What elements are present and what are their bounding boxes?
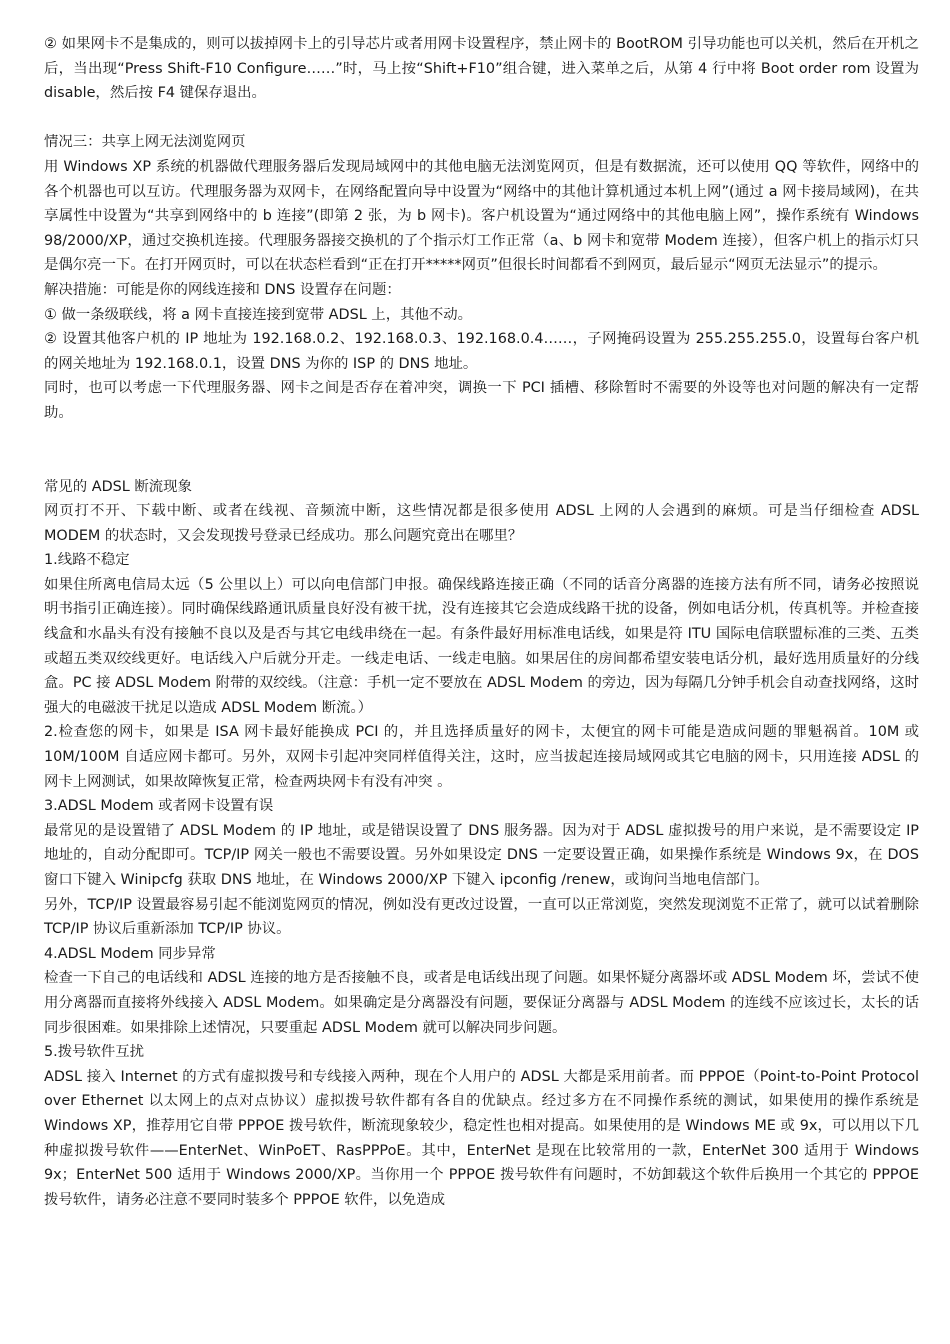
- paragraph: ADSL 接入 Internet 的方式有虚拟拨号和专线接入两种，现在个人用户的 ADSL 大都是采用前者。而 PPPOE（Point-to-Point Protocol over Ethernet 以太网上的点对点协议）虚拟拨号软件都有各自的优缺点。经过多方在不同操作系统的测试，如果使用的操作系统是 Windows XP，推荐用它自带 PPPOE 拨号软件，断流现象较少，稳定性也相对提高。如果使用的是 Windows ME 或 9x，可以用以下几种虚拟拨号软件——EnterNet、WinPoET、RasPPPoE。其中，EnterNet 是现在比较常用的一款，EnterNet 300 适用于 Windows 9x；EnterNet 500 适用于 Windows 2000/XP。当你用一个 PPPOE 拨号软件有问题时，不妨卸载这个软件后换用一个其它的 PPPOE 拨号软件，请务必注意不要同时装多个 PPPOE 软件，以免造成: [44, 1068, 919, 1208]
- paragraph: 同时，也可以考虑一下代理服务器、网卡之间是否存在着冲突，调换一下 PCI 插槽、移除暂时不需要的外设等也对问题的解决有一定帮助。: [44, 380, 919, 421]
- item-title: 5.拨号软件互扰: [44, 1044, 145, 1061]
- section-heading: 情况三：共享上网无法浏览网页: [44, 134, 246, 151]
- spacer: [44, 426, 919, 475]
- paragraph: ② 如果网卡不是集成的，则可以拔掉网卡上的引导芯片或者用网卡设置程序，禁止网卡的 BootROM 引导功能也可以关机，然后在开机之后，当出现“Press Shift-F10 Configure……”时，马上按“Shift+F10”组合键，进入菜单之后，从第 4 行中将 Boot order rom 设置为 disable，然后按 F4 键保存退出。: [44, 36, 919, 102]
- section-heading: 常见的 ADSL 断流现象: [44, 478, 192, 495]
- paragraph: 另外，TCP/IP 设置最容易引起不能浏览网页的情况，例如没有更改过设置，一直可以正常浏览，突然发现浏览不正常了，就可以试着删除 TCP/IP 协议后重新添加 TCP/IP 协议。: [44, 896, 919, 938]
- paragraph: ② 设置其他客户机的 IP 地址为 192.168.0.2、192.168.0.3、192.168.0.4……，子网掩码设置为 255.255.255.0，设置每台客户机的网关地址为 192.168.0.1，设置 DNS 为你的 ISP 的 DNS 地址。: [44, 331, 919, 372]
- spacer: [44, 106, 919, 131]
- item-title: 3.ADSL Modem 或者网卡设置有误: [44, 798, 274, 815]
- paragraph: 最常见的是设置错了 ADSL Modem 的 IP 地址，或是错误设置了 DNS 服务器。因为对于 ADSL 虚拟拨号的用户来说，是不需要设定 IP 地址的，自动分配即可。TCP/IP 网关一般也不需要设置。另外如果设定 DNS 一定要设置正确，如果操作系统是 Windows 9x，在 DOS 窗口下键入 Winipcfg 获取 DNS 地址，在 Windows 2000/XP 下键入 ipconfig /renew，或询问当地电信部门。: [44, 822, 919, 888]
- paragraph: ① 做一条级联线，将 a 网卡直接连接到宽带 ADSL 上，其他不动。: [44, 306, 473, 323]
- paragraph: 如果住所离电信局太远（5 公里以上）可以向电信部门申报。确保线路连接正确（不同的话音分离器的连接方法有所不同，请务必按照说明书指引正确连接）。同时确保线路通讯质量良好没有被干扰，没有连接其它会造成线路干扰的设备，例如电话分机，传真机等。并检查接线盒和水晶头有没有接触不良以及是否与其它电线串绕在一起。有条件最好用标准电话线，如果是符 ITU 国际电信联盟标准的三类、五类或超五类双绞线更好。电话线入户后就分开走。一线走电话、一线走电脑。如果居住的房间都希望安装电话分机，最好选用质量好的分线盒。PC 接 ADSL Modem 附带的双绞线。（注意：手机一定不要放在 ADSL Modem 的旁边，因为每隔几分钟手机会自动查找网络，这时强大的电磁波干扰足以造成 ADSL Modem 断流。）: [44, 576, 919, 716]
- item-title: 1.线路不稳定: [44, 552, 130, 569]
- paragraph: 解决措施：可能是你的网线连接和 DNS 设置存在问题：: [44, 281, 401, 298]
- document-page: [44, 32, 919, 1212]
- item-title: 2.检查您的网卡，如果是 ISA 网卡最好能换成 PCI 的，并且选择质量好的网卡，太便宜的网卡可能是造成问题的罪魁祸首。10M 或 10M/100M 自适应网卡都可。另外，双网卡引起冲突同样值得关注，这时，应当拔起连接局域网或其它电脑的网卡，只用连接 ADSL 的网卡上网测试，如果故障恢复正常，检查两块网卡有没有冲突 。: [44, 724, 919, 790]
- item-title: 4.ADSL Modem 同步异常: [44, 945, 216, 962]
- paragraph: 用 Windows XP 系统的机器做代理服务器后发现局域网中的其他电脑无法浏览网页，但是有数据流，还可以使用 QQ 等软件，网络中的各个机器也可以互访。代理服务器为双网卡，在网络配置向导中设置为“网络中的其他计算机通过本机上网”(通过 a 网卡接局域网)，在共享属性中设置为“共享到网络中的 b 连接”(即第 2 张，为 b 网卡)。客户机设置为“通过网络中的其他电脑上网”，操作系统有 Windows 98/2000/XP，通过交换机连接。代理服务器接交换机的了个指示灯工作正常（a、b 网卡和宽带 Modem 连接），但客户机上的指示灯只是偶尔亮一下。在打开网页时，可以在状态栏看到“正在打开*****网页”但很长时间都看不到网页，最后显示“网页无法显示”的提示。: [44, 158, 919, 274]
- paragraph: 网页打不开、下载中断、或者在线视、音频流中断，这些情况都是很多使用 ADSL 上网的人会遇到的麻烦。可是当仔细检查 ADSL MODEM 的状态时，又会发现拨号登录已经成功。那么问题究竟出在哪里？: [44, 503, 919, 544]
- paragraph: 检查一下自己的电话线和 ADSL 连接的地方是否接触不良，或者是电话线出现了问题。如果怀疑分离器坏或 ADSL Modem 坏，尝试不使用分离器而直接将外线接入 ADSL Modem。如果确定是分离器没有问题，要保证分离器与 ADSL Modem 的连线不应该过长，太长的话同步很困难。如果排除上述情况，只要重起 ADSL Modem 就可以解决同步问题。: [44, 970, 919, 1036]
